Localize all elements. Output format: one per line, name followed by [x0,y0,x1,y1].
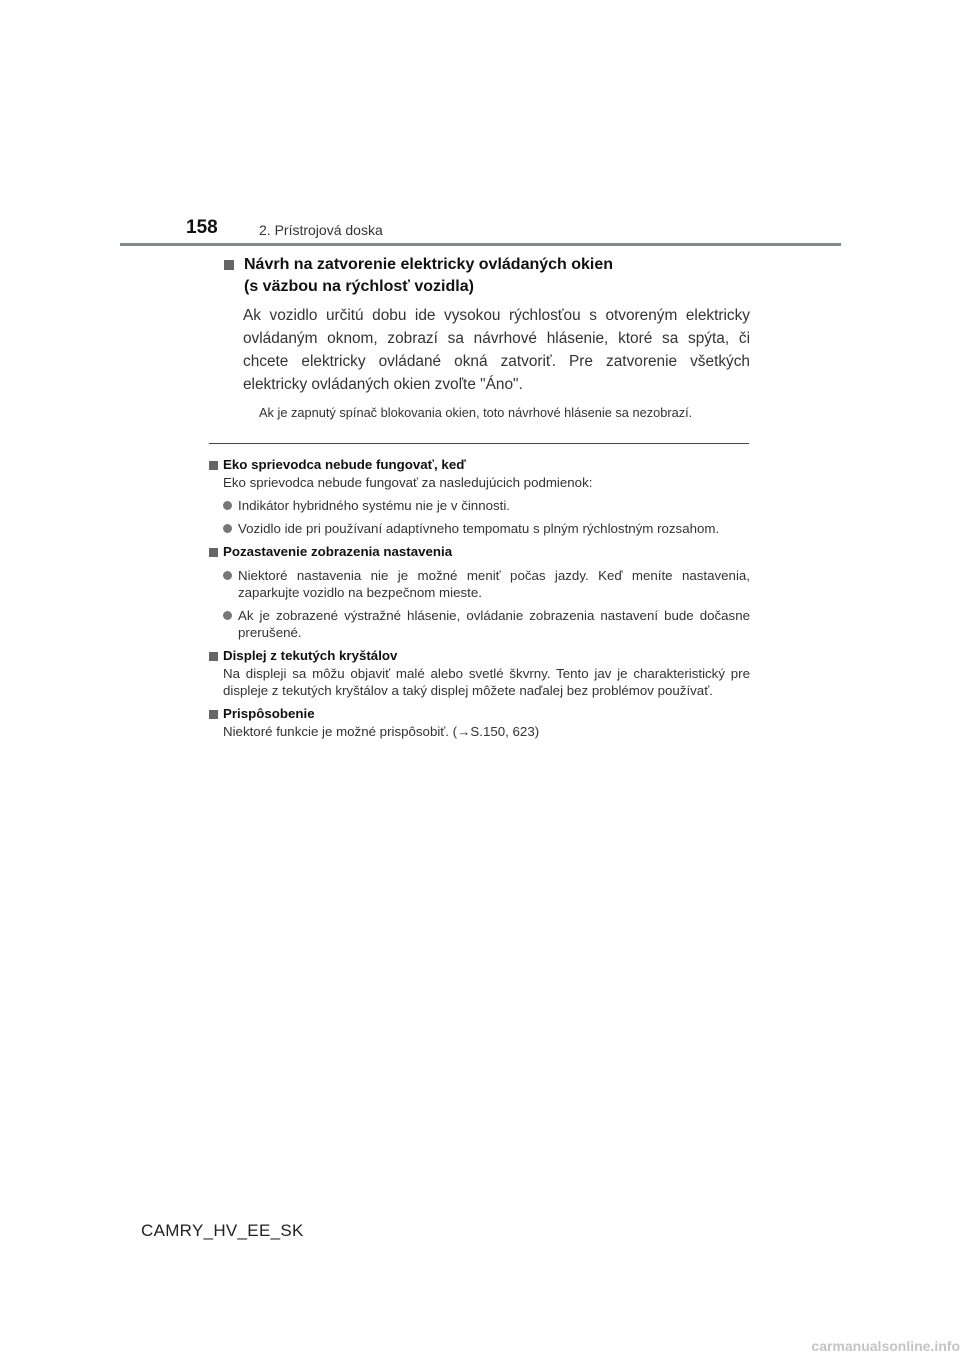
note-settings [209,543,750,641]
square-bullet-icon [209,461,218,470]
header-rule [120,243,841,246]
bullet-item [223,520,750,537]
main-heading-line1: Návrh na zatvorenie elektricky ovládaných okien [244,256,614,273]
bullet-text: Vozidlo ide pri používaní adaptívneho tempomatu s plným rýchlostným rozsahom. [238,521,720,536]
footer-code: CAMRY_HV_EE_SK [141,1221,304,1240]
circle-bullet-icon [223,501,232,510]
circle-bullet-icon [223,571,232,580]
note-heading: Eko sprievodca nebude fungovať, keď [209,456,750,474]
square-bullet-icon [209,652,218,661]
square-bullet-icon [224,260,234,270]
note-lcd [209,647,750,699]
main-heading-text [244,254,613,298]
bullet-text: Niektoré nastavenia nie je možné meniť počas jazdy. Keď meníte nastavenia, zaparkujte vozidlo na bezpečnom mieste. [238,568,750,600]
bullet-text: Ak je zobrazené výstražné hlásenie, ovládanie zobrazenia nastavení bude dočasne prerušené. [238,608,750,640]
watermark: carmanualsonline.info [811,1338,960,1354]
note-eko [209,456,750,537]
circle-bullet-icon [223,611,232,620]
main-heading-line2: (s väzbou na rýchlosť vozidla) [244,278,474,295]
square-bullet-icon [209,710,218,719]
bullet-text: Indikátor hybridného systému nie je v činnosti. [238,498,510,513]
bullet-item [223,497,750,514]
note-customization [209,705,750,740]
main-body: Ak vozidlo určitú dobu ide vysokou rýchlosťou s otvoreným elektricky ovládaným oknom, zobrazí sa návrhové hlásenie, ktoré sa spýta, či chcete elektricky ovládané okná zatvoriť. Pre zatvorenie všetkých elektricky ovládaných okien zvoľte "Áno". [243,307,750,393]
main-note: Ak je zapnutý spínač blokovania okien, toto návrhové hlásenie sa nezobrazí. [259,405,693,420]
section-title: 2. Prístrojová doska [259,222,383,238]
note-heading: Displej z tekutých kryštálov [209,647,750,665]
circle-bullet-icon [223,524,232,533]
bullet-item [223,567,750,601]
notes-divider [209,443,749,444]
note-heading: Pozastavenie zobrazenia nastavenia [209,543,750,561]
note-text: Na displeji sa môžu objaviť malé alebo svetlé škvrny. Tento jav je charakteristický pre displeje z tekutých kryštálov a taký displej môžete naďalej bez problémov používať. [223,666,750,698]
square-bullet-icon [209,548,218,557]
main-heading [224,254,750,298]
note-heading: Prispôsobenie [209,705,750,723]
page-number: 158 [186,217,218,238]
main-section [224,254,750,421]
bullet-item [223,607,750,641]
note-text: Niektoré funkcie je možné prispôsobiť. (→S.150, 623) [223,724,540,739]
notes-section [209,450,750,740]
note-text: Eko sprievodca nebude fungovať za nasledujúcich podmienok: [223,475,593,490]
